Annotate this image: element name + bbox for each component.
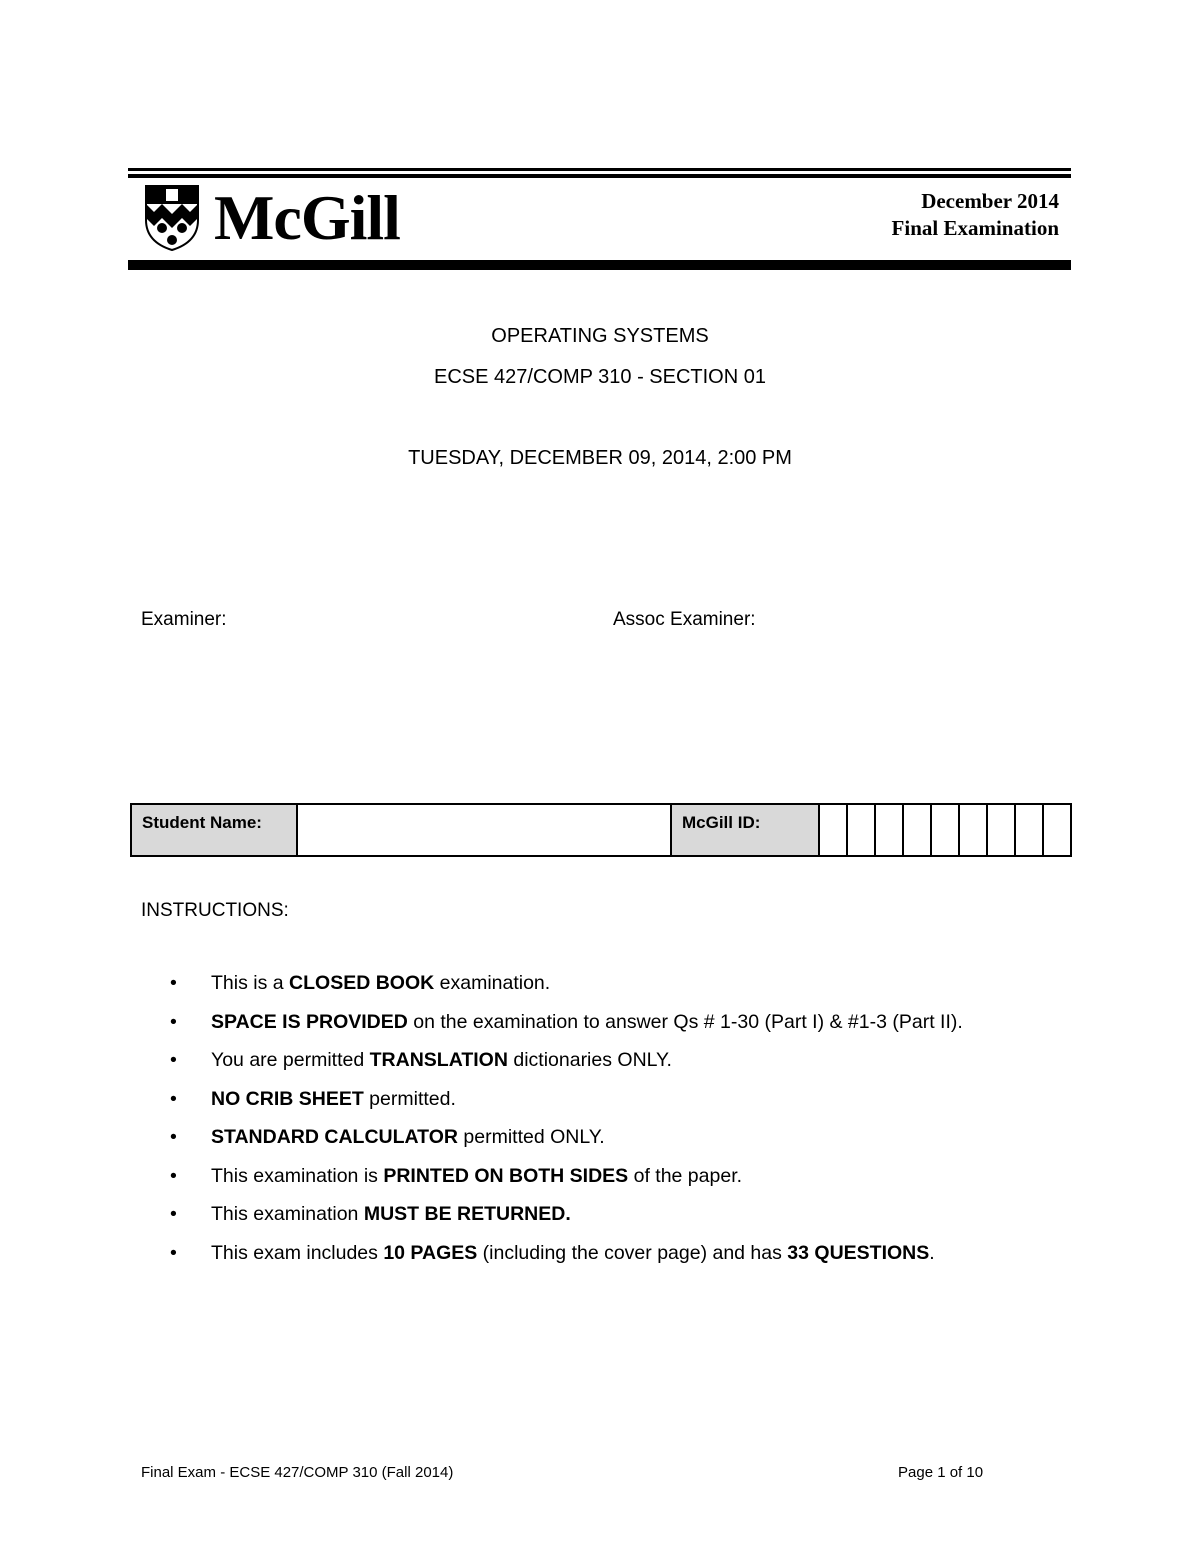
instruction-text	[211, 1126, 605, 1165]
instruction-text	[211, 1242, 935, 1281]
instruction-text	[211, 1203, 571, 1242]
emphasis-text: TRANSLATION	[369, 1049, 508, 1071]
course-title: OPERATING SYSTEMS	[491, 325, 709, 347]
emphasis-text: NO CRIB SHEET	[211, 1087, 364, 1110]
emphasis-text: 10 PAGES	[383, 1241, 478, 1264]
instruction-text	[211, 972, 550, 1011]
instruction-item	[170, 1203, 963, 1242]
plain-text: You are permitted	[211, 1049, 370, 1071]
mcgill-id-digit-box[interactable]	[959, 804, 987, 856]
header-rule	[128, 174, 1071, 178]
instruction-item	[170, 1011, 963, 1050]
instruction-text	[211, 1011, 963, 1050]
plain-text: This examination	[211, 1203, 364, 1225]
plain-text: permitted ONLY.	[457, 1126, 605, 1148]
emphasis-text: MUST BE RETURNED.	[363, 1203, 571, 1225]
instruction-item	[170, 1165, 963, 1204]
header-rule	[128, 168, 1071, 171]
plain-text: permitted.	[363, 1087, 456, 1110]
mcgill-id-digit-box[interactable]	[819, 804, 847, 856]
mcgill-id-label: McGill ID:	[671, 804, 819, 856]
mcgill-crest-icon	[144, 184, 200, 252]
mcgill-id-digit-box[interactable]	[987, 804, 1015, 856]
plain-text: dictionaries ONLY.	[507, 1049, 672, 1071]
instruction-item	[170, 972, 963, 1011]
mcgill-id-digit-box[interactable]	[931, 804, 959, 856]
instruction-item	[170, 1049, 963, 1088]
bullet-icon: •	[170, 972, 177, 994]
plain-text: of the paper.	[628, 1164, 743, 1187]
emphasis-text: CLOSED BOOK	[289, 972, 435, 994]
emphasis-text: PRINTED ON BOTH SIDES	[383, 1164, 629, 1187]
bullet-icon: •	[170, 1164, 177, 1187]
mcgill-id-digit-box[interactable]	[1015, 804, 1043, 856]
plain-text: This exam includes	[211, 1241, 384, 1264]
instruction-text	[211, 1165, 742, 1204]
course-code: ECSE 427/COMP 310 - SECTION 01	[434, 366, 766, 388]
instruction-text	[211, 1049, 672, 1088]
student-id-table	[130, 803, 1072, 857]
instructions-list	[170, 972, 963, 1280]
assoc-examiner-label: Assoc Examiner:	[613, 609, 756, 630]
bullet-icon: •	[170, 1087, 177, 1110]
header-rule	[128, 260, 1071, 270]
page-number: Page 1 of 10	[898, 1464, 984, 1481]
header-info	[892, 188, 1059, 242]
exam-datetime: TUESDAY, DECEMBER 09, 2014, 2:00 PM	[408, 447, 792, 469]
mcgill-id-digit-box[interactable]	[847, 804, 875, 856]
bullet-icon: •	[170, 1241, 177, 1264]
exam-type: Final Examination	[891, 216, 1059, 240]
plain-text: examination.	[434, 972, 551, 994]
mcgill-logo	[144, 184, 400, 252]
plain-text: This is a	[211, 972, 290, 994]
footer-left: Final Exam - ECSE 427/COMP 310 (Fall 2014)	[141, 1464, 454, 1481]
student-name-label: Student Name:	[131, 804, 297, 856]
bullet-icon: •	[170, 1126, 177, 1148]
examiner-label: Examiner:	[141, 609, 227, 630]
plain-text: This examination is	[211, 1164, 384, 1187]
emphasis-text: SPACE IS PROVIDED	[211, 1010, 408, 1033]
bullet-icon: •	[170, 1203, 177, 1225]
plain-text: on the examination to answer Qs # 1-30 (Part I) & #1-3 (Part II).	[407, 1010, 963, 1033]
mcgill-id-digit-box[interactable]	[875, 804, 903, 856]
plain-text: (including the cover page) and has	[477, 1241, 788, 1264]
instruction-item	[170, 1126, 963, 1165]
exam-date: December 2014	[921, 189, 1059, 213]
bullet-icon: •	[170, 1010, 177, 1033]
bullet-icon: •	[170, 1049, 177, 1071]
instruction-item	[170, 1088, 963, 1127]
instruction-text	[211, 1088, 456, 1127]
plain-text: .	[929, 1241, 935, 1264]
student-name-field[interactable]	[297, 804, 671, 856]
instruction-item	[170, 1242, 963, 1281]
instructions-heading: INSTRUCTIONS:	[141, 900, 289, 921]
emphasis-text: STANDARD CALCULATOR	[211, 1126, 458, 1148]
emphasis-text: 33 QUESTIONS	[787, 1241, 930, 1264]
mcgill-id-digit-box[interactable]	[903, 804, 931, 856]
mcgill-id-digit-box[interactable]	[1043, 804, 1071, 856]
logo-wordmark: McGill	[214, 182, 400, 253]
